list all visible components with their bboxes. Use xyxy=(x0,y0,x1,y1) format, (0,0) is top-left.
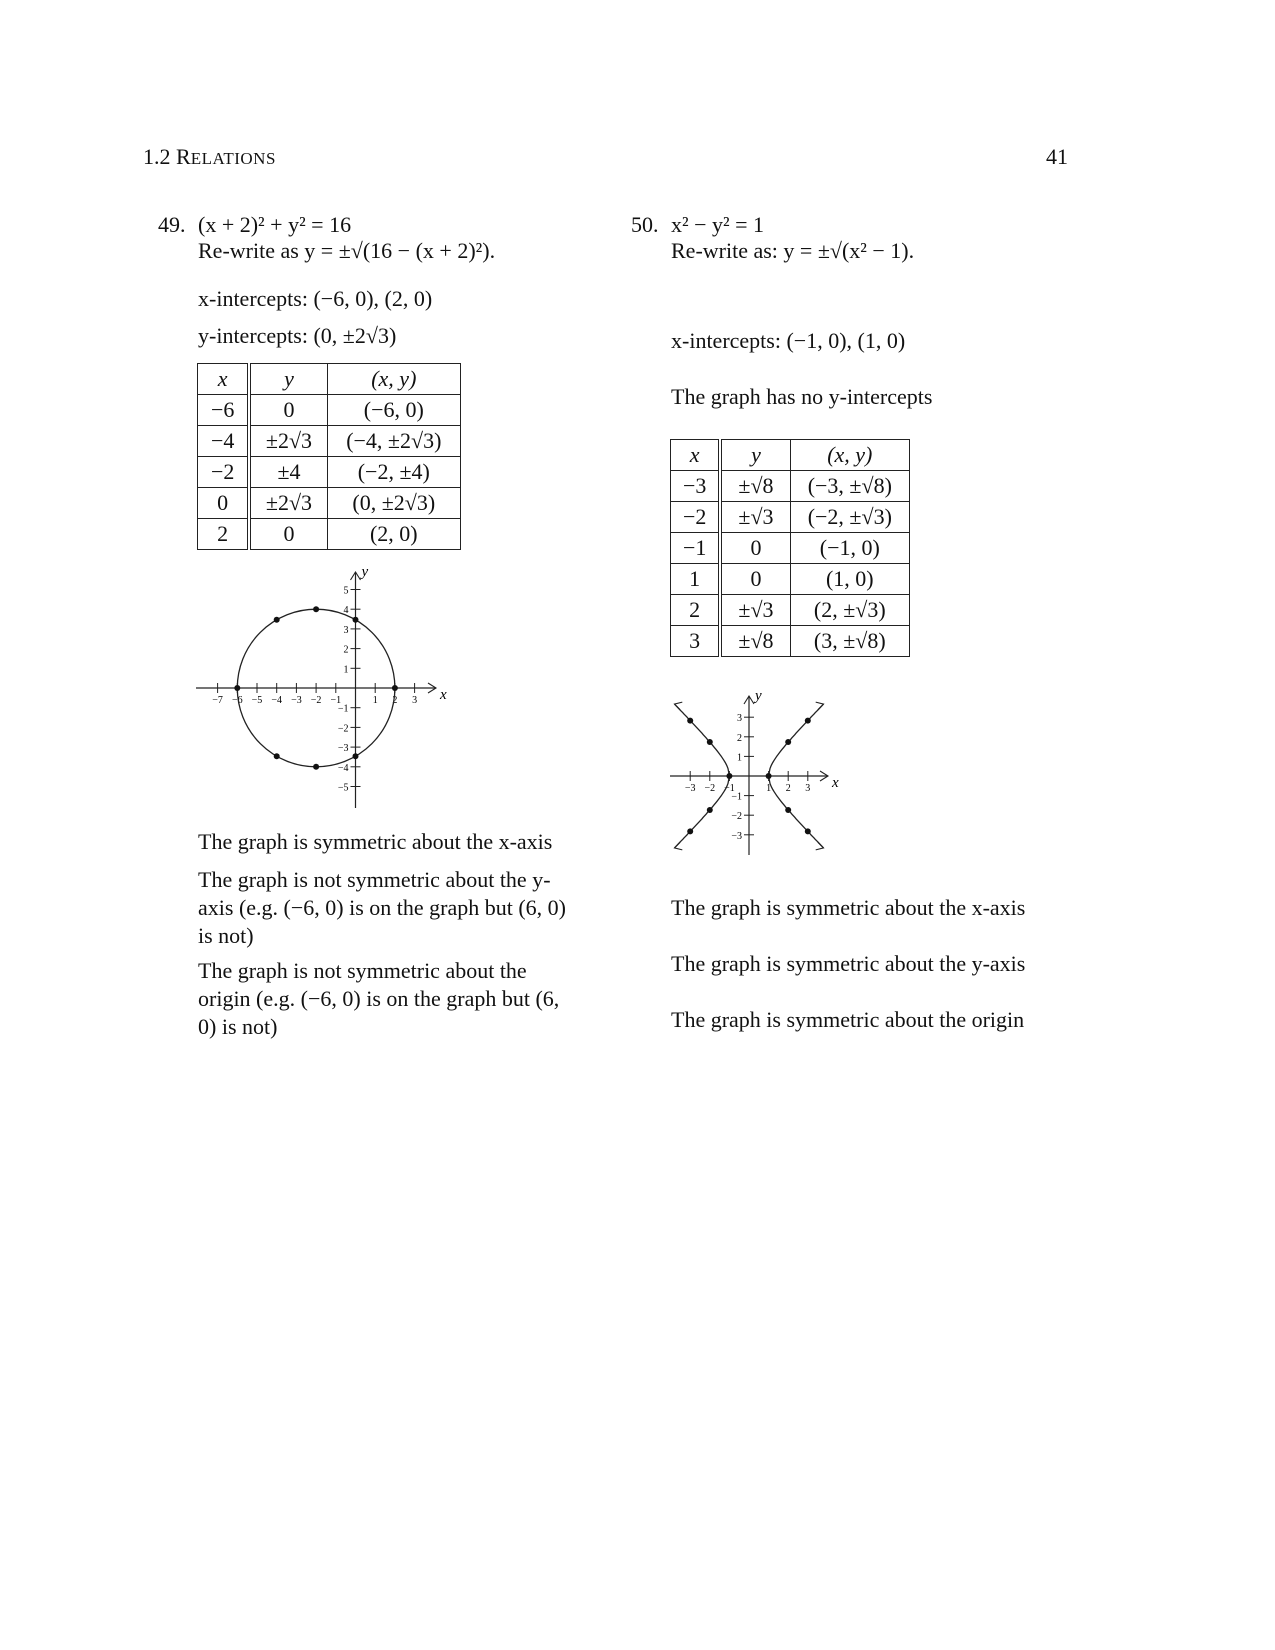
x-tick-label: 1 xyxy=(372,695,378,706)
table-header-y: y xyxy=(720,440,790,471)
hyperbola-branch xyxy=(675,704,730,776)
y-tick-label: −1 xyxy=(337,703,349,715)
problem-49-circle-graph xyxy=(190,560,450,815)
x-tick-label: 2 xyxy=(785,783,791,794)
table-cell-x: 2 xyxy=(198,519,250,550)
y-tick-label: 1 xyxy=(737,752,742,764)
data-point xyxy=(687,718,693,724)
y-intercepts-label: y-intercepts: xyxy=(198,323,308,348)
problem-49-rewrite: Re-write as y = ±√(16 − (x + 2)²). xyxy=(198,238,496,263)
table-cell-y: ±√8 xyxy=(720,626,790,657)
table-cell-point: (−2, ±√3) xyxy=(790,502,909,533)
data-point xyxy=(805,828,811,834)
section-number: 1.2 xyxy=(143,144,171,169)
hyperbola-branch xyxy=(769,776,824,848)
data-point xyxy=(313,764,319,770)
x-tick-label: 2 xyxy=(392,695,398,706)
y-tick-label: −3 xyxy=(337,743,349,755)
problem-49-x-intercepts xyxy=(198,286,432,312)
problem-50-x-intercepts xyxy=(671,328,905,354)
table-cell-y: ±4 xyxy=(249,457,327,488)
page-number: 41 xyxy=(1046,144,1068,169)
section-title-initial: R xyxy=(176,144,191,169)
table-cell-y: ±√8 xyxy=(720,471,790,502)
y-tick-label: −2 xyxy=(337,723,349,735)
y-tick-label: 5 xyxy=(343,585,349,597)
table-row xyxy=(671,471,910,502)
table-cell-y: 0 xyxy=(249,519,327,550)
hyperbola-branch xyxy=(675,776,730,848)
x-tick-label: −2 xyxy=(310,695,322,706)
table-cell-x: −1 xyxy=(671,533,721,564)
y-axis-label: y xyxy=(755,688,762,704)
x-tick-label: −6 xyxy=(231,695,243,706)
data-point xyxy=(234,685,240,691)
table-cell-x: 3 xyxy=(671,626,721,657)
x-tick-label: −4 xyxy=(271,695,283,706)
table-header-x: x xyxy=(198,364,250,395)
data-point xyxy=(707,807,713,813)
x-tick-label: −2 xyxy=(704,783,716,794)
y-tick-label: −5 xyxy=(337,782,349,794)
data-point xyxy=(353,753,359,759)
table-cell-point: (−6, 0) xyxy=(327,395,460,426)
y-tick-label: −1 xyxy=(731,791,742,803)
y-tick-label: −3 xyxy=(731,830,742,842)
x-tick-label: −3 xyxy=(684,783,696,794)
x-axis-label: x xyxy=(440,687,447,703)
problem-50-number: 50. xyxy=(631,212,659,237)
data-point xyxy=(805,718,811,724)
problem-50-value-table xyxy=(670,439,910,657)
data-point xyxy=(785,807,791,813)
table-cell-point: (−3, ±√8) xyxy=(790,471,909,502)
table-cell-point: (0, ±2√3) xyxy=(327,488,460,519)
problem-49-y-intercepts xyxy=(198,323,396,349)
problem-50-hyperbola-graph xyxy=(665,683,845,863)
problem-49-symmetry-x: The graph is symmetric about the x-axis xyxy=(198,829,553,854)
data-point xyxy=(726,773,732,779)
x-tick-label: −7 xyxy=(212,695,223,706)
table-cell-x: −6 xyxy=(198,395,250,426)
table-cell-y: 0 xyxy=(720,564,790,595)
x-tick-label: −1 xyxy=(724,783,735,794)
table-header-xy: (x, y) xyxy=(327,364,460,395)
x-intercepts-label: x-intercepts: xyxy=(198,286,308,311)
table-header-row xyxy=(671,440,910,471)
data-point xyxy=(687,828,693,834)
table-cell-point: (2, 0) xyxy=(327,519,460,550)
curve-arrowhead xyxy=(675,702,683,710)
table-header-xy: (x, y) xyxy=(790,440,909,471)
problem-49-equation: (x + 2)² + y² = 16 xyxy=(198,212,352,237)
x-tick-label: 3 xyxy=(412,695,418,706)
x-intercepts-label: x-intercepts: xyxy=(671,328,781,353)
data-point xyxy=(274,753,280,759)
x-tick-label: −1 xyxy=(330,695,342,706)
y-intercepts-value: (0, ±2√3) xyxy=(313,323,397,348)
table-row xyxy=(198,519,461,550)
table-cell-point: (−1, 0) xyxy=(790,533,909,564)
table-cell-x: 0 xyxy=(198,488,250,519)
table-row xyxy=(198,395,461,426)
table-cell-point: (−2, ±4) xyxy=(327,457,460,488)
table-header-y: y xyxy=(249,364,327,395)
problem-50-no-y-intercepts: The graph has no y-intercepts xyxy=(671,384,933,409)
data-point xyxy=(274,617,280,623)
table-header-x: x xyxy=(671,440,721,471)
problem-50-symmetry-x: The graph is symmetric about the x-axis xyxy=(671,895,1026,920)
problem-50-rewrite: Re-write as: y = ±√(x² − 1). xyxy=(671,238,915,263)
table-cell-point: (1, 0) xyxy=(790,564,909,595)
y-tick-label: −4 xyxy=(337,762,349,774)
table-cell-x: 1 xyxy=(671,564,721,595)
y-tick-label: 3 xyxy=(343,624,349,636)
y-tick-label: 4 xyxy=(343,605,349,617)
x-axis-label: x xyxy=(832,775,839,791)
table-cell-x: −4 xyxy=(198,426,250,457)
table-cell-y: 0 xyxy=(720,533,790,564)
curve-arrowhead xyxy=(816,702,824,710)
y-tick-label: 2 xyxy=(737,732,742,744)
table-cell-x: −2 xyxy=(198,457,250,488)
table-cell-point: (3, ±√8) xyxy=(790,626,909,657)
table-header-row xyxy=(198,364,461,395)
x-tick-label: −5 xyxy=(251,695,263,706)
curve-arrowhead xyxy=(816,842,824,850)
table-row xyxy=(198,488,461,519)
table-row xyxy=(671,564,910,595)
table-cell-x: −3 xyxy=(671,471,721,502)
curve-arrowhead xyxy=(675,842,683,850)
section-title-rest: ELATIONS xyxy=(190,149,276,168)
y-tick-label: 2 xyxy=(343,644,349,656)
table-row xyxy=(671,626,910,657)
table-cell-point: (2, ±√3) xyxy=(790,595,909,626)
table-row xyxy=(198,457,461,488)
problem-49-symmetry-y: The graph is not symmetric about the y-axis (e.g. (−6, 0) is on the graph but (6, 0) is not) xyxy=(198,867,566,948)
problem-49-number: 49. xyxy=(158,212,186,237)
data-point xyxy=(353,617,359,623)
data-point xyxy=(766,773,772,779)
table-row xyxy=(671,502,910,533)
table-cell-x: −2 xyxy=(671,502,721,533)
x-intercepts-value: (−1, 0), (1, 0) xyxy=(786,328,906,353)
table-cell-y: ±2√3 xyxy=(249,426,327,457)
table-cell-y: ±√3 xyxy=(720,595,790,626)
table-cell-point: (−4, ±2√3) xyxy=(327,426,460,457)
y-tick-label: 1 xyxy=(343,664,349,676)
x-tick-label: 3 xyxy=(805,783,811,794)
running-header xyxy=(143,144,276,170)
table-row xyxy=(198,426,461,457)
table-row xyxy=(671,533,910,564)
y-axis-label: y xyxy=(361,564,369,580)
problem-49-value-table xyxy=(197,363,461,550)
problem-50-symmetry-origin: The graph is symmetric about the origin xyxy=(671,1007,1025,1032)
data-point xyxy=(785,739,791,745)
data-point xyxy=(313,606,319,612)
table-cell-y: ±2√3 xyxy=(249,488,327,519)
x-intercepts-value: (−6, 0), (2, 0) xyxy=(313,286,433,311)
problem-50-equation: x² − y² = 1 xyxy=(671,212,765,237)
data-point xyxy=(392,685,398,691)
y-tick-label: −2 xyxy=(731,811,742,823)
hyperbola-branch xyxy=(769,704,824,776)
x-tick-label: 1 xyxy=(766,783,772,794)
data-point xyxy=(707,739,713,745)
table-row xyxy=(671,595,910,626)
problem-49-symmetry-origin: The graph is not symmetric about the origin (e.g. (−6, 0) is on the graph but (6, 0) is not) xyxy=(198,958,560,1039)
y-tick-label: 3 xyxy=(737,713,742,725)
table-cell-y: 0 xyxy=(249,395,327,426)
problem-50-symmetry-y: The graph is symmetric about the y-axis xyxy=(671,951,1026,976)
table-cell-y: ±√3 xyxy=(720,502,790,533)
x-tick-label: −3 xyxy=(291,695,302,706)
table-cell-x: 2 xyxy=(671,595,721,626)
